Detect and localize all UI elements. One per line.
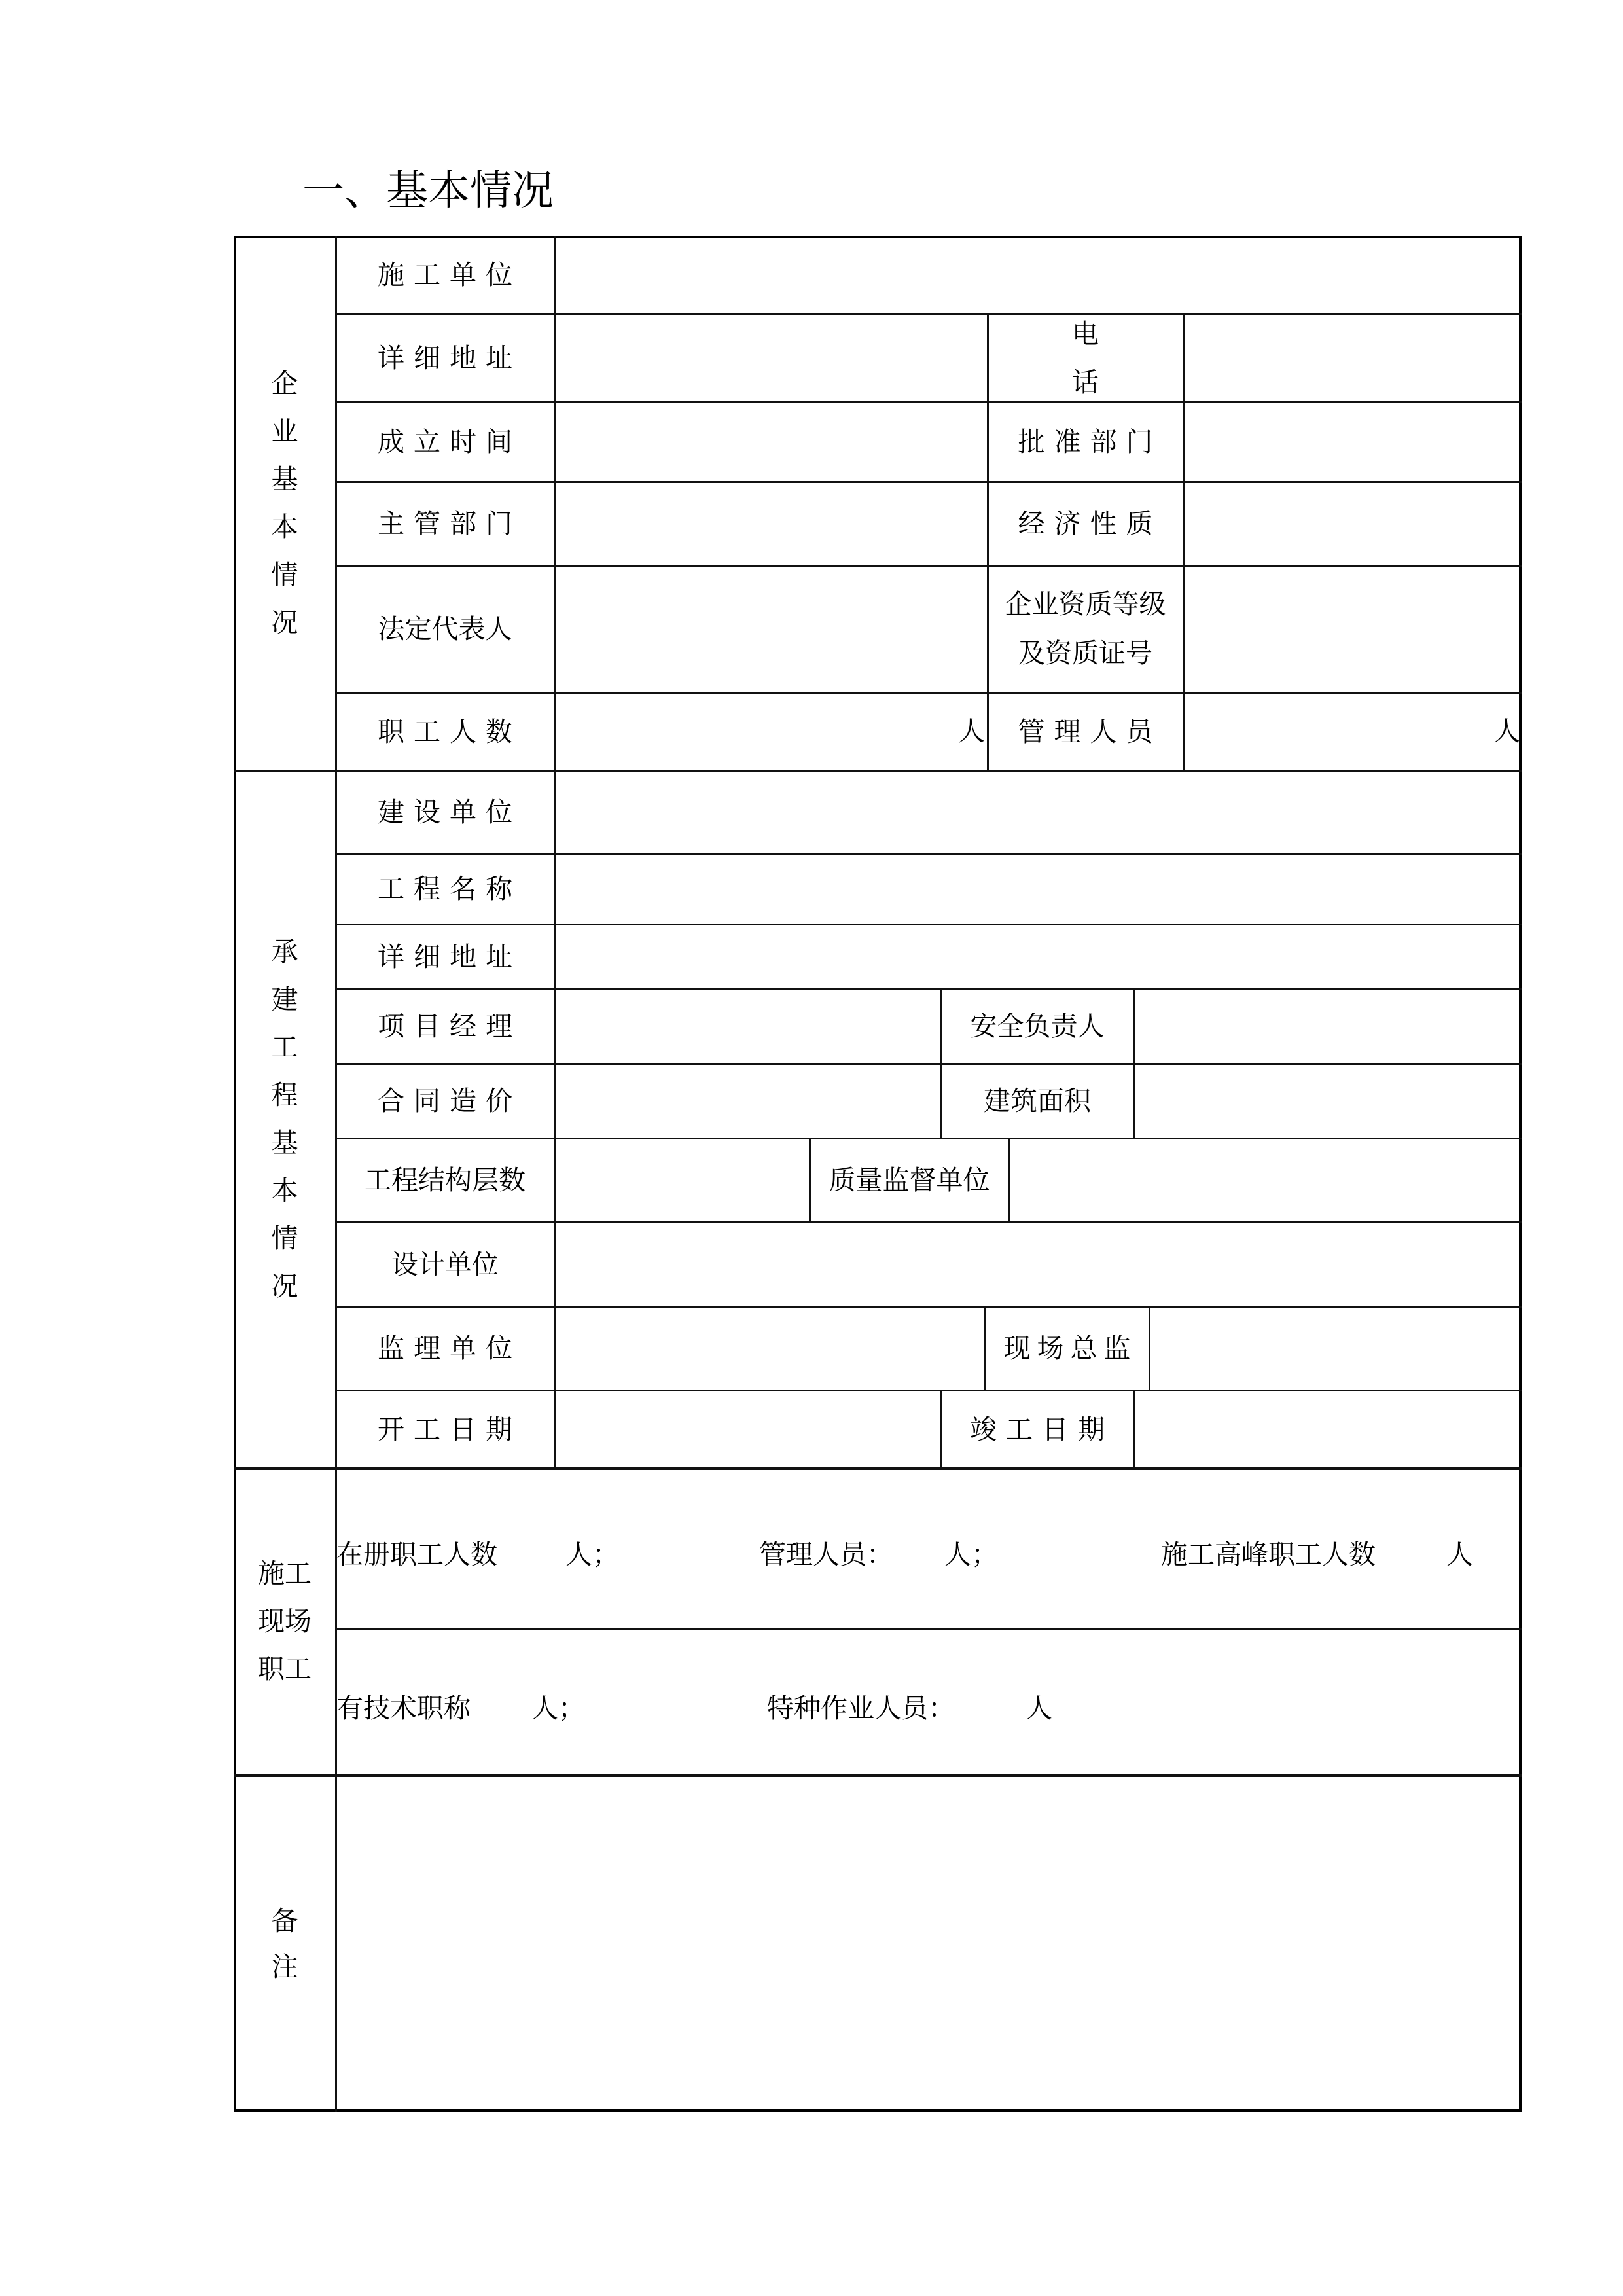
field-project-name[interactable] (554, 853, 1522, 924)
row-divider (336, 1628, 1522, 1630)
heading-char: 情 (271, 558, 298, 590)
field-structure-floors[interactable] (554, 1138, 810, 1222)
field-contract-price[interactable] (554, 1064, 941, 1138)
heading-line: 施工 (258, 1558, 312, 1589)
field-economic-nature[interactable] (1183, 482, 1522, 565)
field-completion-date[interactable] (1133, 1390, 1522, 1468)
heading-char: 况 (271, 1270, 298, 1302)
label-supervising-dept: 主管部门 (378, 508, 522, 539)
label-registered-staff: 在册职工人数 (336, 1539, 497, 1570)
field-staff-count[interactable] (554, 692, 988, 770)
label-project-name: 工程名称 (378, 873, 522, 905)
label-start-date: 开工日期 (378, 1413, 522, 1445)
heading-line: 职工 (258, 1653, 312, 1685)
field-client[interactable] (554, 770, 1522, 853)
field-supervising-dept[interactable] (554, 482, 988, 565)
field-chief-supervisor[interactable] (1149, 1306, 1522, 1390)
heading-line: 现场 (258, 1605, 312, 1637)
label-project-address: 详细地址 (378, 941, 522, 973)
field-start-date[interactable] (554, 1390, 941, 1468)
heading-char: 注 (271, 1950, 298, 1982)
unit-management-staff: 人 (1493, 715, 1520, 747)
field-design-unit[interactable] (554, 1222, 1522, 1306)
heading-char: 工 (271, 1031, 298, 1063)
field-safety-officer[interactable] (1133, 989, 1522, 1064)
field-phone[interactable] (1183, 314, 1522, 402)
field-project-manager[interactable] (554, 989, 941, 1064)
field-established[interactable] (554, 402, 988, 482)
heading-char: 基 (271, 463, 298, 495)
heading-char: 建 (271, 984, 298, 1015)
unit-technical-titled[interactable]: 人； (531, 1693, 585, 1724)
unit-registered-staff[interactable]: 人； (565, 1539, 619, 1570)
label-contract-price: 合同造价 (378, 1085, 522, 1117)
field-legal-rep[interactable] (554, 565, 988, 692)
label-construction-unit: 施工单位 (378, 259, 522, 291)
field-qualification[interactable] (1183, 565, 1522, 692)
unit-peak-staff[interactable]: 人 (1446, 1539, 1473, 1570)
heading-char: 程 (271, 1079, 298, 1111)
field-approval-dept[interactable] (1183, 402, 1522, 482)
label-client: 建设单位 (378, 796, 522, 828)
section-heading-enterprise (234, 236, 336, 770)
label-enterprise-address: 详细地址 (378, 342, 522, 374)
label-completion-date: 竣工日期 (970, 1413, 1114, 1445)
field-project-address[interactable] (554, 924, 1522, 989)
label-qualification-line2: 及资质证号 (1018, 637, 1152, 669)
label-peak-staff: 施工高峰职工人数 (1161, 1539, 1376, 1570)
label-site-management: 管理人员： (759, 1539, 893, 1570)
field-building-area[interactable] (1133, 1064, 1522, 1138)
heading-char: 企 (271, 367, 298, 399)
section-heading-project (234, 770, 336, 1468)
field-management-staff[interactable] (1183, 692, 1522, 770)
page-title: 一、基本情况 (302, 167, 554, 215)
heading-char: 承 (271, 936, 298, 967)
label-technical-titled: 有技术职称 (336, 1693, 471, 1724)
label-economic-nature: 经济性质 (1018, 508, 1162, 539)
label-approval-dept: 批准部门 (1018, 426, 1162, 457)
heading-char: 业 (271, 415, 298, 447)
section-heading-site-staff (234, 1468, 336, 1775)
label-special-operators: 特种作业人员： (767, 1693, 955, 1724)
label-structure-floors: 工程结构层数 (365, 1164, 526, 1196)
unit-staff-count: 人 (958, 715, 985, 747)
field-enterprise-address[interactable] (554, 314, 988, 402)
field-supervision-unit[interactable] (554, 1306, 985, 1390)
field-construction-unit[interactable] (554, 236, 1522, 314)
label-phone: 电话 (1072, 317, 1151, 398)
label-qualification-line1: 企业资质等级 (1005, 588, 1166, 620)
label-supervision-unit: 监理单位 (378, 1333, 522, 1364)
label-qualification (988, 565, 1183, 692)
label-quality-supervisor: 质量监督单位 (829, 1164, 990, 1196)
heading-char: 本 (271, 1175, 298, 1206)
label-design-unit: 设计单位 (391, 1248, 499, 1280)
label-building-area: 建筑面积 (984, 1085, 1091, 1117)
heading-char: 况 (271, 606, 298, 638)
label-project-manager: 项目经理 (378, 1011, 522, 1042)
label-chief-supervisor: 现场总监 (1003, 1333, 1137, 1364)
label-staff-count: 职工人数 (378, 715, 522, 747)
label-management-staff: 管理人员 (1018, 715, 1162, 747)
label-established: 成立时间 (378, 426, 522, 457)
field-remarks[interactable] (336, 1775, 1522, 2112)
label-legal-rep: 法定代表人 (378, 613, 512, 645)
heading-char: 本 (271, 511, 298, 543)
field-quality-supervisor[interactable] (1009, 1138, 1522, 1222)
unit-special-operators[interactable]: 人 (1026, 1693, 1052, 1724)
unit-site-management[interactable]: 人； (944, 1539, 998, 1570)
section-heading-remarks (234, 1775, 336, 2112)
label-safety-officer: 安全负责人 (970, 1011, 1105, 1042)
heading-char: 基 (271, 1127, 298, 1158)
heading-char: 情 (271, 1223, 298, 1254)
heading-char: 备 (271, 1905, 298, 1937)
